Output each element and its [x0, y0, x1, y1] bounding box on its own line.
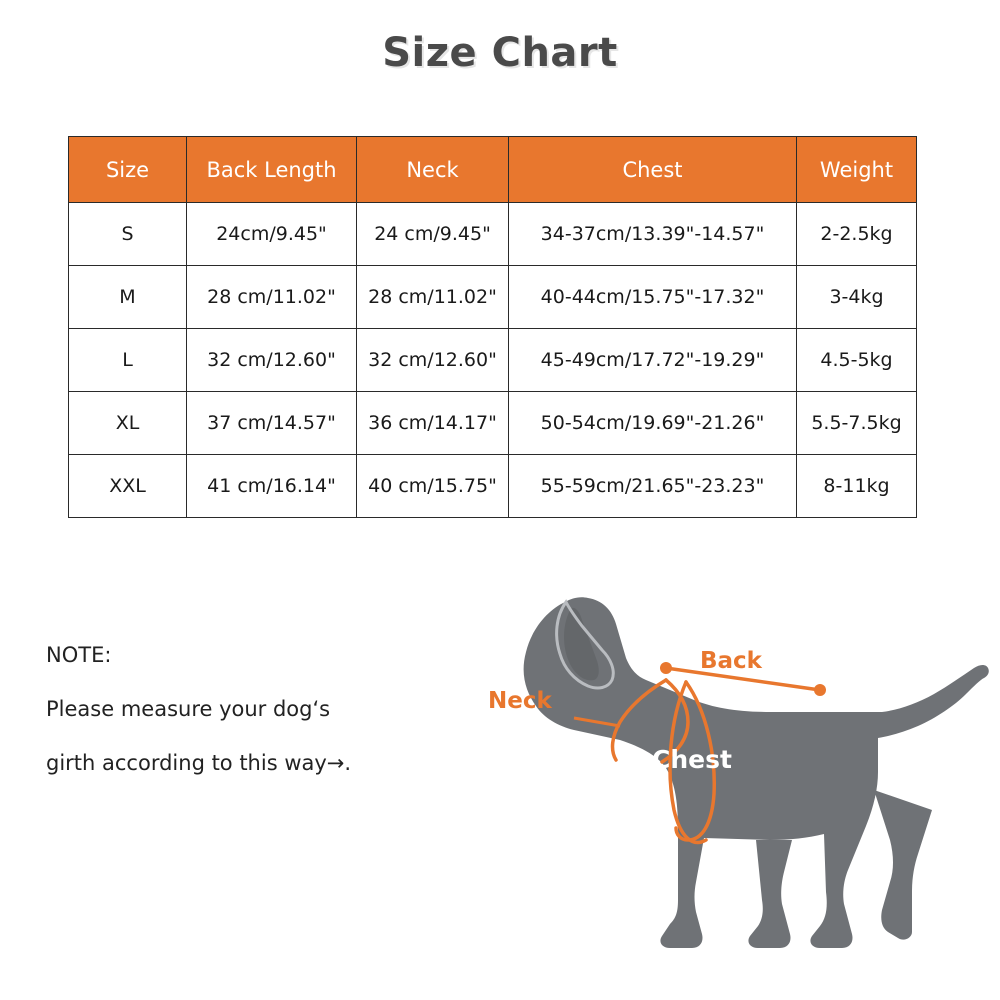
cell-back-length: 24cm/9.45" [187, 203, 357, 266]
table-row [69, 392, 917, 455]
cell-chest: 55-59cm/21.65"-23.23" [509, 455, 797, 518]
size-chart-table-wrapper [68, 136, 916, 518]
cell-neck: 28 cm/11.02" [357, 266, 509, 329]
label-neck: Neck [488, 688, 552, 714]
page-title: Size Chart [382, 30, 618, 76]
note-block [46, 628, 466, 790]
cell-neck: 40 cm/15.75" [357, 455, 509, 518]
cell-back-length: 28 cm/11.02" [187, 266, 357, 329]
cell-weight: 4.5-5kg [797, 329, 917, 392]
label-back: Back [700, 648, 762, 674]
cell-chest: 50-54cm/19.69"-21.26" [509, 392, 797, 455]
note-line-2: girth according to this way→. [46, 751, 352, 775]
cell-chest: 45-49cm/17.72"-19.29" [509, 329, 797, 392]
cell-size: XXL [69, 455, 187, 518]
cell-neck: 36 cm/14.17" [357, 392, 509, 455]
table-row [69, 203, 917, 266]
label-chest: Chest [652, 745, 732, 774]
column-header-size: Size [69, 137, 187, 203]
table-header-row [69, 137, 917, 203]
size-chart-table [68, 136, 917, 518]
table-row [69, 455, 917, 518]
note-heading: NOTE: [46, 643, 112, 667]
cell-size: L [69, 329, 187, 392]
table-header [69, 137, 917, 203]
cell-chest: 34-37cm/13.39"-14.57" [509, 203, 797, 266]
cell-weight: 5.5-7.5kg [797, 392, 917, 455]
table-row [69, 266, 917, 329]
cell-chest: 40-44cm/15.75"-17.32" [509, 266, 797, 329]
cell-back-length: 32 cm/12.60" [187, 329, 357, 392]
column-header-chest: Chest [509, 137, 797, 203]
cell-weight: 3-4kg [797, 266, 917, 329]
table-row [69, 329, 917, 392]
cell-size: M [69, 266, 187, 329]
cell-back-length: 41 cm/16.14" [187, 455, 357, 518]
column-header-back-length: Back Length [187, 137, 357, 203]
cell-back-length: 37 cm/14.57" [187, 392, 357, 455]
column-header-weight: Weight [797, 137, 917, 203]
column-header-neck: Neck [357, 137, 509, 203]
dog-measurement-illustration [470, 540, 990, 960]
cell-size: XL [69, 392, 187, 455]
note-line-1: Please measure your dog‘s [46, 697, 331, 721]
cell-size: S [69, 203, 187, 266]
cell-weight: 2-2.5kg [797, 203, 917, 266]
cell-neck: 24 cm/9.45" [357, 203, 509, 266]
cell-neck: 32 cm/12.60" [357, 329, 509, 392]
cell-weight: 8-11kg [797, 455, 917, 518]
table-body [69, 203, 917, 518]
